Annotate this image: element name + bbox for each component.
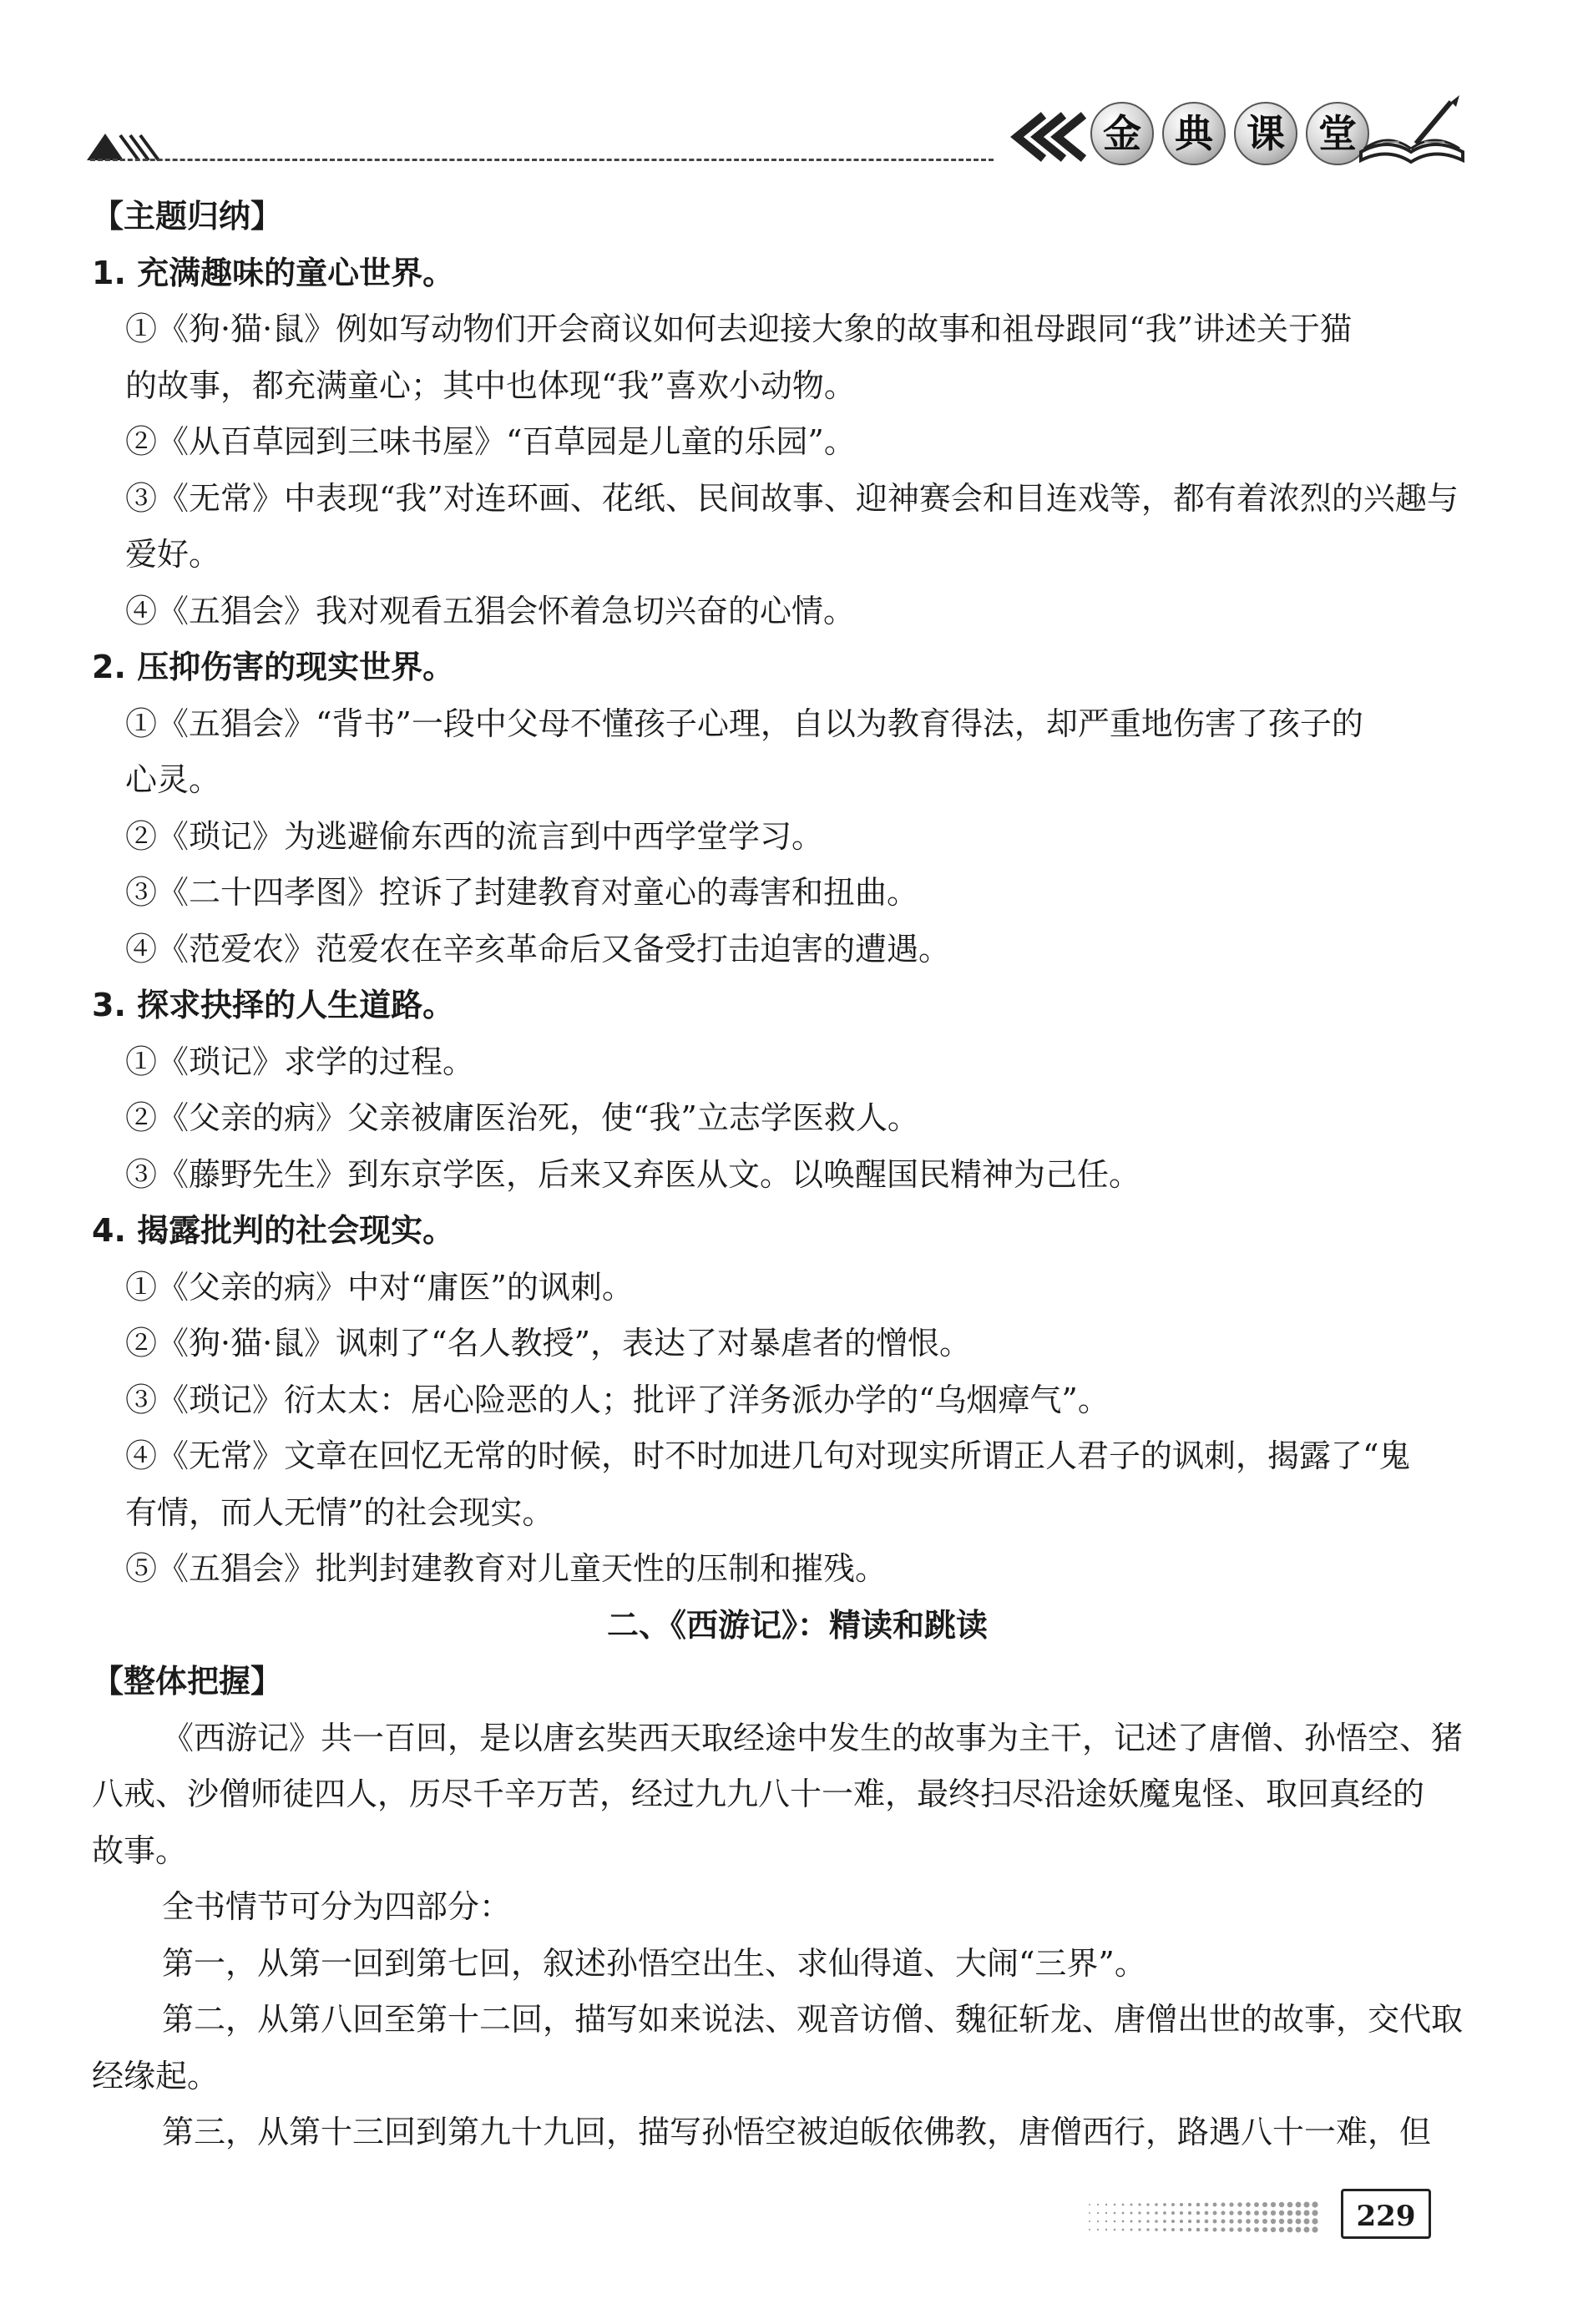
theme-heading: 2. 压抑伤害的现实世界。 (92, 649, 455, 685)
theme-item-line: ②《狗·猫·鼠》讽刺了“名人教授”，表达了对暴虐者的憎恨。 (125, 1325, 972, 1362)
open-book-pen-icon (1358, 93, 1466, 165)
paragraph-line: 第二，从第八回至第十二回，描写如来说法、观音访僧、魏征斩龙、唐僧出世的故事，交代取 (162, 2001, 1464, 2038)
brand-char: 课 (1234, 102, 1297, 165)
paragraph-line: 故事。 (92, 1831, 188, 1869)
paragraph-line: 第三，从第十三回到第九十九回，描写孙悟空被迫皈依佛教，唐僧西行，路遇八十一难，但 (162, 2114, 1432, 2150)
theme-item-line: ①《父亲的病》中对“庸医”的讽刺。 (125, 1268, 634, 1306)
theme-heading: 1. 充满趣味的童心世界。 (92, 254, 455, 291)
theme-item-line: ①《狗·猫·鼠》例如写动物们开会商议如何去迎接大象的故事和祖母跟同“我”讲述关于猫 (125, 311, 1353, 347)
paragraph-line: 八戒、沙僧师徒四人，历尽千辛万苦，经过九九八十一难，最终扫尽沿途妖魔鬼怪、取回真经的 (92, 1776, 1425, 1812)
header-triangle-decoration (87, 129, 162, 162)
theme-item-line: ④《五猖会》我对观看五猖会怀着急切兴奋的心情。 (125, 592, 856, 629)
footer-dot-pattern (1085, 2200, 1321, 2234)
paragraph-line: 经缘起。 (92, 2057, 220, 2094)
page-content (92, 189, 1464, 2161)
section-subtitle-overview: 【整体把握】 (92, 1663, 283, 1700)
theme-item-line: ③《琐记》衍太太：居心险恶的人；批评了洋务派办学的“乌烟瘴气”。 (125, 1381, 1110, 1418)
paragraph-line: 第一，从第一回到第七回，叙述孙悟空出生、求仙得道、大闹“三界”。 (162, 1944, 1146, 1982)
theme-item-line: ②《父亲的病》父亲被庸医治死，使“我”立志学医救人。 (125, 1099, 919, 1136)
brand-char: 金 (1090, 102, 1154, 165)
page-number: 229 (1341, 2189, 1431, 2239)
brand-char: 堂 (1306, 102, 1369, 165)
theme-item-line: 心灵。 (125, 761, 221, 798)
double-chevron-left-icon (1010, 112, 1087, 162)
section-title-theme: 【主题归纳】 (92, 198, 283, 235)
paragraph-line: 《西游记》共一百回，是以唐玄奘西天取经途中发生的故事为主干，记述了唐僧、孙悟空、猪 (162, 1719, 1464, 1756)
theme-item-line: ③《无常》中表现“我”对连环画、花纸、民间故事、迎神赛会和目连戏等，都有着浓烈的兴趣与 (125, 479, 1459, 517)
theme-item-line: 爱好。 (125, 536, 221, 573)
section-title-xiyouji: 二、《西游记》：精读和跳读 (606, 1606, 988, 1644)
theme-item-line: ②《从百草园到三味书屋》“百草园是儿童的乐园”。 (125, 423, 856, 460)
theme-item-line: ①《琐记》求学的过程。 (125, 1043, 475, 1080)
brand-char: 典 (1162, 102, 1226, 165)
header-dashed-rule (90, 159, 994, 161)
theme-item-line: ④《无常》文章在回忆无常的时候，时不时加进几句对现实所谓正人君子的讽刺，揭露了“鬼 (125, 1437, 1411, 1474)
header-brand (1090, 102, 1369, 165)
theme-heading: 3. 探求抉择的人生道路。 (92, 987, 455, 1023)
theme-item-line: ①《五猖会》“背书”一段中父母不懂孩子心理，自以为教育得法，却严重地伤害了孩子的 (125, 705, 1363, 742)
theme-item-line: ③《藤野先生》到东京学医，后来又弃医从文。以唤醒国民精神为己任。 (125, 1155, 1141, 1193)
paragraph-line: 全书情节可分为四部分： (162, 1888, 512, 1925)
theme-item-line: 有情，而人无情”的社会现实。 (125, 1493, 554, 1531)
theme-item-line: 的故事，都充满童心；其中也体现“我”喜欢小动物。 (125, 366, 856, 404)
theme-heading: 4. 揭露批判的社会现实。 (92, 1212, 455, 1249)
theme-item-line: ⑤《五猖会》批判封建教育对儿童天性的压制和摧残。 (125, 1550, 888, 1587)
theme-item-line: ③《二十四孝图》控诉了封建教育对童心的毒害和扭曲。 (125, 874, 919, 911)
theme-item-line: ②《琐记》为逃避偷东西的流言到中西学堂学习。 (125, 817, 824, 855)
theme-item-line: ④《范爱农》范爱农在辛亥革命后又备受打击迫害的遭遇。 (125, 930, 951, 967)
